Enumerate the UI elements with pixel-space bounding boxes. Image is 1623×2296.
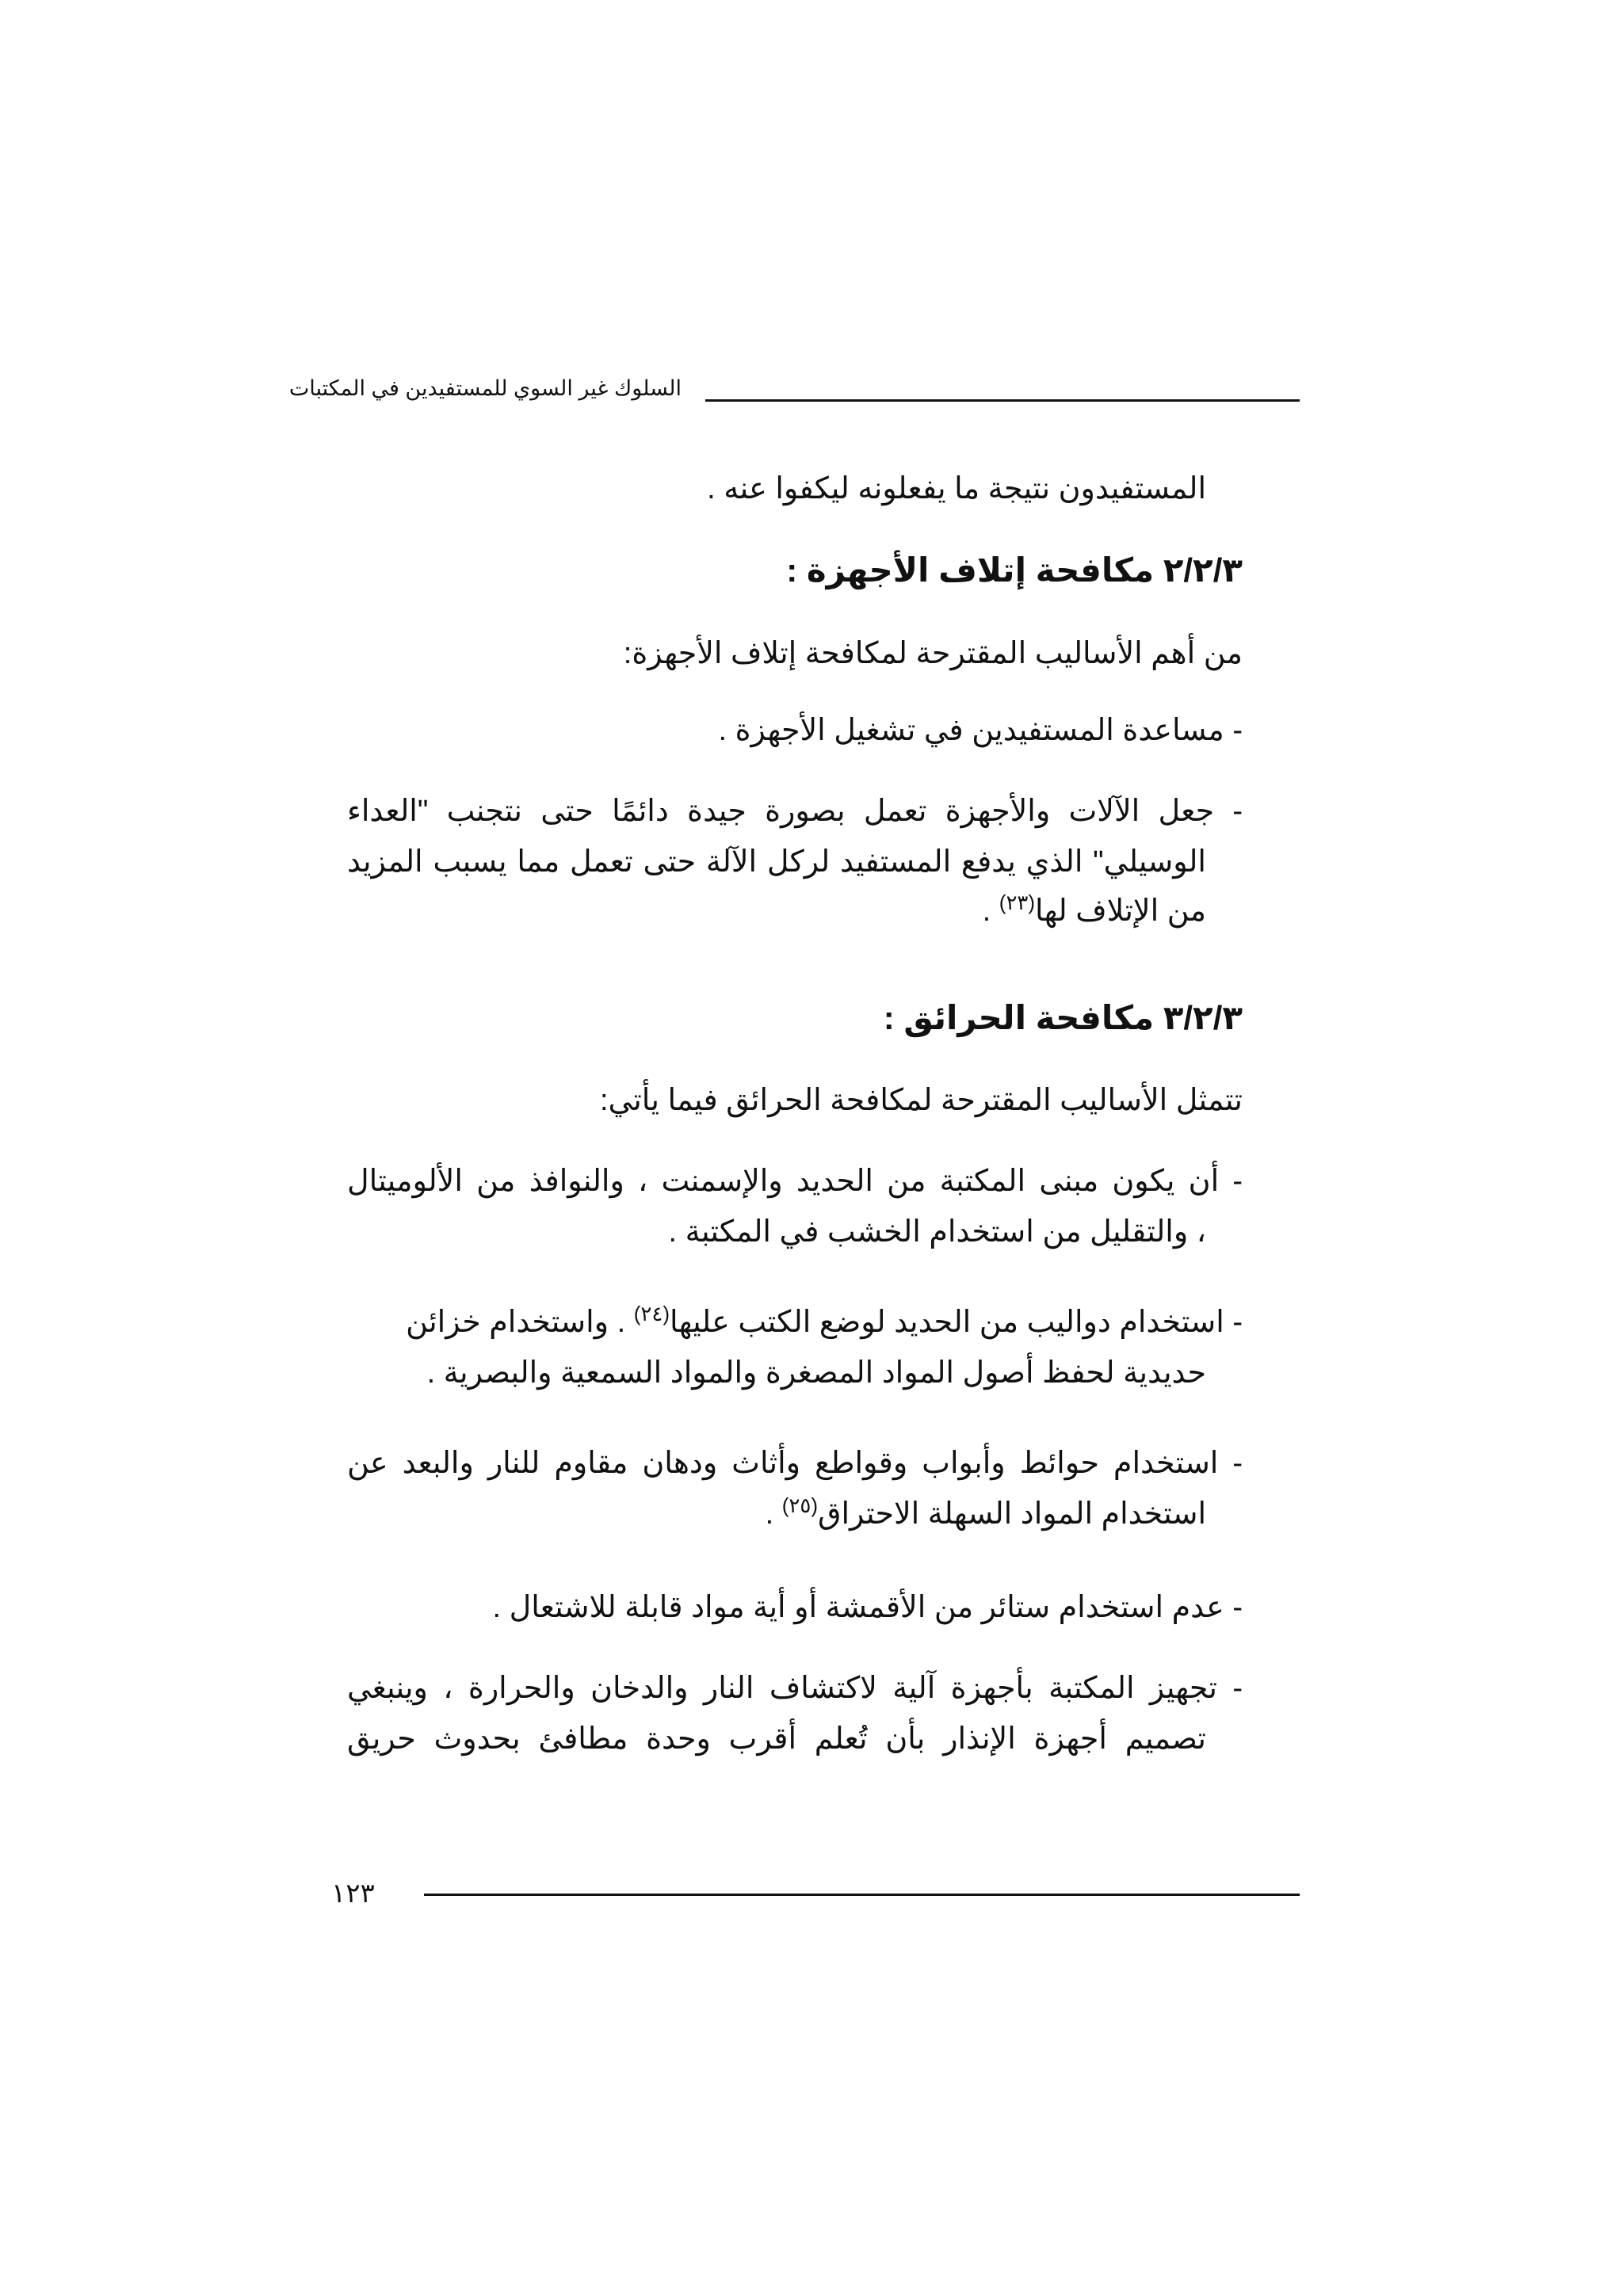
list-item-line: تصميم أجهزة الإنذار بأن تُعلم أقرب وحدة مطافئ بحدوث حريق <box>347 1722 1206 1756</box>
page-number: ١٢٣ <box>331 1878 375 1909</box>
list-item-line <box>347 1491 1243 1537</box>
list-item-text: من الإتلاف لها <box>1035 894 1206 928</box>
list-item-line: - استخدام حوائط وأبواب وقواطع وأثاث ودهان مقاوم للنار والبعد عن <box>347 1447 1243 1480</box>
list-item-line: حديدية لحفظ أصول المواد المصغرة والمواد السمعية والبصرية . <box>426 1356 1206 1390</box>
list-item <box>347 1440 1243 1537</box>
list-item-text: . <box>765 1497 782 1531</box>
section-heading-fire-fighting: ٣/٢/٣ مكافحة الحرائق : <box>883 999 1243 1036</box>
carryover-line: المستفيدون نتيجة ما يفعلونه ليكفوا عنه . <box>707 472 1206 505</box>
list-item-text: . <box>982 894 999 928</box>
list-item-text: استخدام المواد السهلة الاحتراق <box>817 1497 1206 1531</box>
list-item-text: - مساعدة المستفيدين في تشغيل الأجهزة . <box>718 714 1243 747</box>
carryover-paragraph <box>347 466 1243 512</box>
intro-line: تتمثل الأساليب المقترحة لمكافحة الحرائق فيما يأتي: <box>599 1084 1243 1117</box>
running-header <box>288 372 1300 407</box>
list-item <box>347 1585 1243 1630</box>
section-intro-device-damage <box>347 631 1243 677</box>
footnote-ref: (٢٥) <box>781 1493 818 1517</box>
header-rule <box>705 399 1300 402</box>
list-item-text: - استخدام دواليب من الحديد لوضع الكتب عليها <box>669 1306 1243 1339</box>
list-item-line: - جعل الآلات والأجهزة تعمل بصورة جيدة دائمًا حتى نتجنب "العداء <box>347 795 1243 828</box>
footnote-ref: (٢٣) <box>999 891 1036 914</box>
list-item-text: . واستخدام خزائن <box>406 1306 634 1339</box>
running-header-title: السلوك غير السوي للمستفيدين في المكتبات <box>288 376 682 400</box>
list-item <box>347 788 1243 934</box>
section-heading-device-damage: ٢/٢/٣ مكافحة إتلاف الأجهزة : <box>786 551 1243 589</box>
list-item <box>347 1299 1243 1396</box>
list-item-line: الوسيلي" الذي يدفع المستفيد لركل الآلة حتى تعمل مما يسبب المزيد <box>347 845 1206 879</box>
section-intro-fire-fighting <box>347 1077 1243 1123</box>
list-item-line: - تجهيز المكتبة بأجهزة آلية لاكتشاف النار والدخان والحرارة ، وينبغي <box>347 1672 1243 1705</box>
intro-line: من أهم الأساليب المقترحة لمكافحة إتلاف الأجهزة: <box>623 637 1243 670</box>
list-item-line: ، والتقليل من استخدام الخشب في المكتبة . <box>668 1215 1206 1249</box>
footer-rule <box>424 1894 1300 1896</box>
list-item <box>347 1158 1243 1255</box>
footnote-ref: (٢٤) <box>633 1302 670 1325</box>
list-item-line <box>347 1299 1243 1345</box>
list-item <box>347 707 1243 753</box>
list-item-line: - أن يكون مبنى المكتبة من الحديد والإسمنت ، والنوافذ من الألوميتال <box>347 1165 1243 1198</box>
list-item-text: - عدم استخدام ستائر من الأقمشة أو أية مواد قابلة للاشتعال . <box>492 1591 1243 1624</box>
list-item-line <box>347 888 1243 934</box>
list-item <box>347 1665 1243 1762</box>
